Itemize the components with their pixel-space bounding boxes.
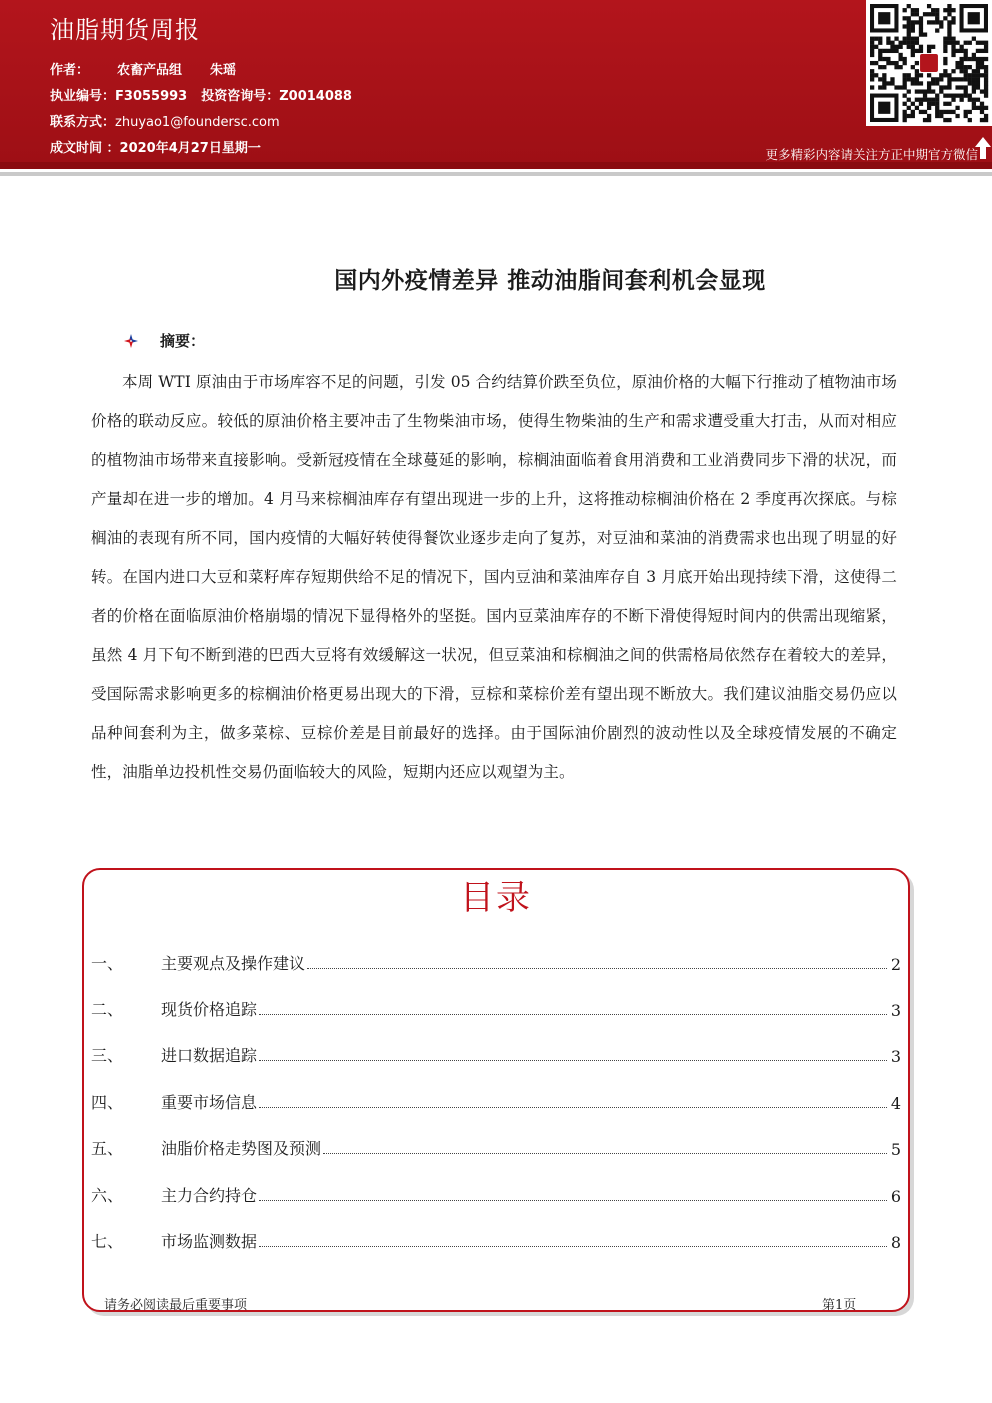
- author-name: 朱瑶: [210, 63, 237, 78]
- contact-label: 联系方式：: [50, 115, 116, 130]
- summary-label: 摘要：: [160, 332, 206, 350]
- toc-leader-dots: [259, 1245, 887, 1247]
- toc-item-number: 四、: [91, 1093, 124, 1112]
- toc-leader-dots: [323, 1152, 887, 1154]
- author-line: [50, 59, 236, 78]
- summary-text: 本周 WTI 原油由于市场库容不足的问题，引发 05 合约结算价跌至负位，原油价格的大幅下行推动了植物油市场价格的联动反应。较低的原油价格主要冲击了生物柴油市场，使得生物柴油的生产和需求遭受重大打击，从而对相应的植物油市场带来直接影响。受新冠疫情在全球蔓延的影响，棕榈油面临着食用消费和工业消费同步下滑的状况，而产量却在进一步的增加。4 月马来棕榈油库存有望出现进一步的上升，这将推动棕榈油价格在 2 季度再次探底。与棕榈油的表现有所不同，国内疫情的大幅好转使得餐饮业逐步走向了复苏，对豆油和菜油的消费需求也出现了明显的好转。在国内进口大豆和菜籽库存短期供给不足的情况下，国内豆油和菜油库存自 3 月底开始出现持续下滑，这使得二者的价格在面临原油价格崩塌的情况下显得格外的坚挺。国内豆菜油库存的不断下滑使得短时间内的供需出现缩紧，虽然 4 月下旬不断到港的巴西大豆将有效缓解这一状况，但豆菜油和棕榈油之间的供需格局依然存在着较大的差异，受国际需求影响更多的棕榈油价格更易出现大的下滑，豆棕和菜棕价差有望出现不断放大。我们建议油脂交易仍应以品种间套利为主，做多菜棕、豆棕价差是目前最好的选择。由于国际油价剧烈的波动性以及全球疫情发展的不确定性，油脂单边投机性交易仍面临较大的风险，短期内还应以观望为主。: [91, 373, 897, 781]
- banner-divider: [0, 172, 992, 176]
- toc-item-label: 主力合约持仓: [161, 1186, 258, 1205]
- consult-number: Z0014088: [279, 89, 352, 104]
- toc-item-label: 主要观点及操作建议: [161, 954, 306, 973]
- toc-item-page: 3: [890, 1047, 901, 1066]
- toc-item-number: 一、: [91, 954, 124, 973]
- follow-wechat-text: 更多精彩内容请关注方正中期官方微信: [765, 147, 978, 162]
- toc-item-label: 重要市场信息: [161, 1093, 258, 1112]
- up-arrow-icon: [974, 136, 992, 160]
- license-line: [50, 85, 352, 104]
- report-series-title: 油脂期货周报: [50, 16, 200, 44]
- toc-item-label: 油脂价格走势图及预测: [161, 1139, 322, 1158]
- summary-heading: [124, 330, 205, 351]
- toc-item-label: 现货价格追踪: [161, 1000, 258, 1019]
- license-label: 执业编号：: [50, 89, 116, 104]
- toc-leader-dots: [259, 1199, 887, 1201]
- banner-bottom-stripe: [0, 162, 992, 169]
- license-number: F3055993: [115, 89, 188, 104]
- toc-item-page: 6: [890, 1187, 901, 1206]
- toc-item-page: 2: [890, 955, 901, 974]
- toc-item-page: 5: [890, 1140, 901, 1159]
- toc-item-page: 8: [890, 1233, 901, 1252]
- toc-title: 目录: [460, 878, 532, 918]
- toc-item-number: 二、: [91, 1000, 124, 1019]
- toc-item[interactable]: [91, 1228, 901, 1252]
- date-label: 成文时间 ：: [50, 141, 120, 156]
- toc-item-number: 六、: [91, 1186, 124, 1205]
- toc-item-number: 七、: [91, 1232, 124, 1251]
- consult-label: 投资咨询号：: [201, 89, 280, 104]
- toc-item-number: 三、: [91, 1046, 124, 1065]
- toc-item[interactable]: [91, 1135, 901, 1159]
- toc-item[interactable]: [91, 996, 901, 1020]
- qr-code-icon[interactable]: [866, 0, 992, 126]
- toc-item[interactable]: [91, 1089, 901, 1113]
- toc-item-label: 市场监测数据: [161, 1232, 258, 1251]
- toc-leader-dots: [259, 1106, 887, 1108]
- toc-item[interactable]: [91, 1182, 901, 1206]
- toc-item-page: 3: [890, 1001, 901, 1020]
- date-line: [50, 137, 261, 156]
- footer-page-number: 第1页: [822, 1298, 857, 1313]
- toc-item-label: 进口数据追踪: [161, 1046, 258, 1065]
- toc-leader-dots: [259, 1059, 887, 1061]
- bullet-icon: [124, 334, 138, 348]
- toc-item[interactable]: [91, 950, 901, 974]
- footer-notice: 请务必阅读最后重要事项: [104, 1298, 248, 1313]
- toc-leader-dots: [307, 967, 887, 969]
- contact-line: [50, 111, 280, 130]
- author-label: 作者：: [50, 63, 90, 78]
- toc-item[interactable]: [91, 1042, 901, 1066]
- report-title: 国内外疫情差异 推动油脂间套利机会显现: [334, 268, 766, 294]
- toc-leader-dots: [259, 1013, 887, 1015]
- toc-item-number: 五、: [91, 1139, 124, 1158]
- date-value: 2020年4月27日星期一: [119, 141, 261, 156]
- author-group: 农畜产品组: [117, 63, 183, 78]
- contact-email[interactable]: zhuyao1@foundersc.com: [115, 115, 280, 130]
- toc-item-page: 4: [890, 1094, 901, 1113]
